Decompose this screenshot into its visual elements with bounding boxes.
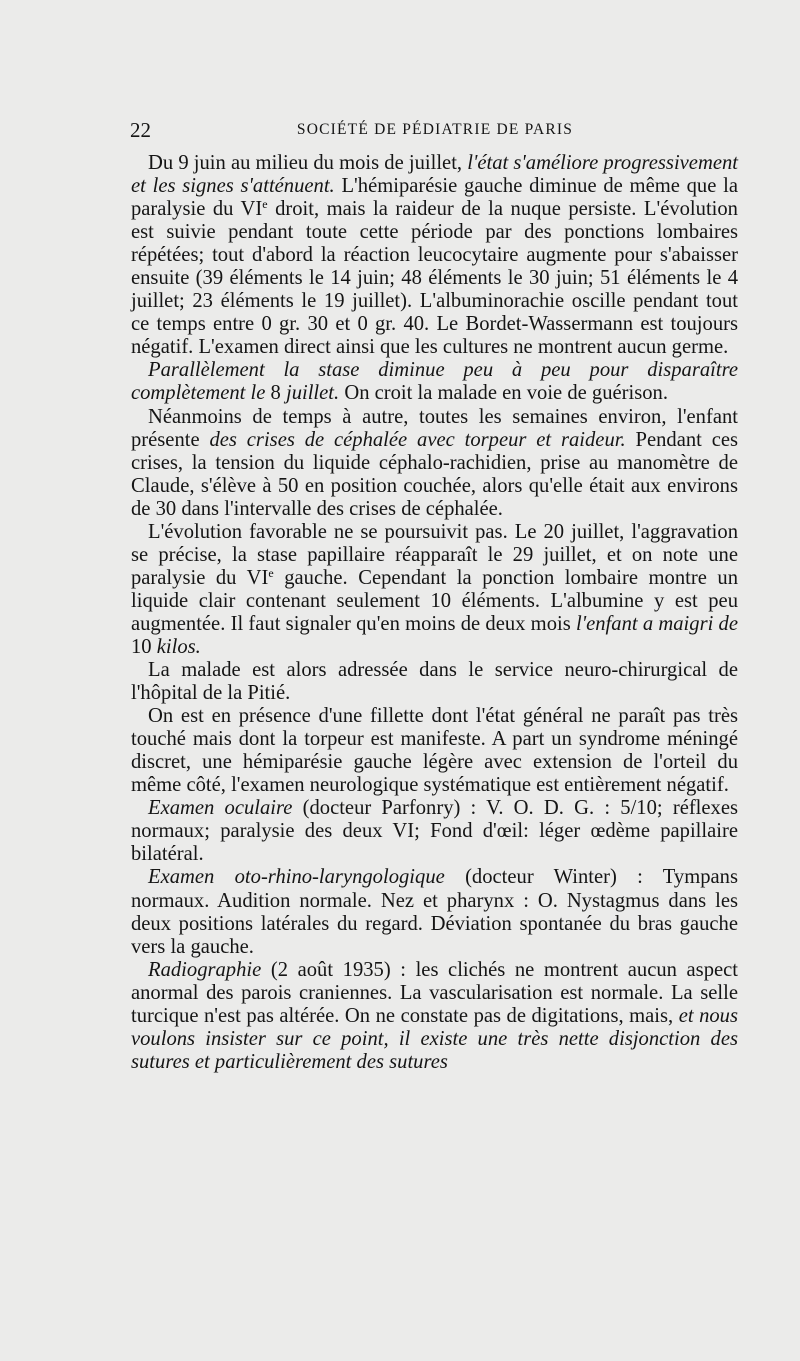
- paragraph-stase: Parallèlement la stase diminue peu à peu pour disparaître complètement le 8 juillet. On croit la malade en voie de guérison.: [131, 359, 738, 405]
- paragraph-radiographie: Radiographie (2 août 1935) : les clichés ne montrent aucun aspect anormal des parois craniennes. La vascularisation est normale. La selle turcique n'est pas altérée. On ne constate pas de digitations, mais, et nous voulons insister sur ce point, il existe une très nette disjonction des sutures et particulièrement des sutures: [131, 958, 738, 1073]
- paragraph-pitie: La malade est alors adressée dans le service neuro-chirurgical de l'hôpital de la Pitié.: [131, 659, 738, 705]
- paragraph-examen-orl: Examen oto-rhino-laryngologique (docteur Winter) : Tympans normaux. Audition normale. Nez et pharynx : O. Nystagmus dans les deux positions latérales du regard. Déviation spontanée du bras gauche vers la gauche.: [131, 866, 738, 958]
- paragraph-presence: On est en présence d'une fillette dont l'état général ne paraît pas très touché mais dont la torpeur est manifeste. A part un syndrome méningé discret, une hémiparésie gauche légère avec extension de l'orteil du même côté, l'examen neurologique systématique est entièrement négatif.: [131, 705, 738, 797]
- page-header: [130, 118, 740, 148]
- paragraph-examen-oculaire: Examen oculaire (docteur Parfonry) : V. O. D. G. : 5/10; réflexes normaux; paralysie des deux VI; Fond d'œil: léger œdème papillaire bilatéral.: [131, 797, 738, 866]
- paragraph-evolution: Du 9 juin au milieu du mois de juillet, l'état s'améliore progressivement et les signes s'atténuent. L'hémiparésie gauche diminue de même que la paralysie du VIe droit, mais la raideur de la nuque persiste. L'évolution est suivie pendant toute cette période par des ponctions lombaires répétées; tout d'abord la réaction leucocytaire augmente pour s'abaisser ensuite (39 éléments le 14 juin; 48 éléments le 30 juin; 51 éléments le 4 juillet; 23 éléments le 19 juillet). L'albuminorachie oscille pendant tout ce temps entre 0 gr. 30 et 0 gr. 40. Le Bordet-Wassermann est toujours négatif. L'examen direct ainsi que les cultures ne montrent aucun germe.: [131, 152, 738, 359]
- paragraph-aggravation: L'évolution favorable ne se poursuivit pas. Le 20 juillet, l'aggravation se précise, la stase papillaire réapparaît le 29 juillet, et on note une paralysie du VIe gauche. Cependant la ponction lombaire montre un liquide clair contenant seulement 10 éléments. L'albumine y est peu augmentée. Il faut signaler qu'en moins de deux mois l'enfant a maigri de 10 kilos.: [131, 520, 738, 658]
- page-number: 22: [130, 118, 151, 142]
- body-text: [131, 152, 738, 1074]
- running-title: SOCIÉTÉ DE PÉDIATRIE DE PARIS: [296, 121, 574, 138]
- paragraph-crises: Néanmoins de temps à autre, toutes les semaines environ, l'enfant présente des crises de céphalée avec torpeur et raideur. Pendant ces crises, la tension du liquide céphalo-rachidien, prise au manomètre de Claude, s'élève à 50 en position couchée, alors qu'elle était aux environs de 30 dans l'intervalle des crises de céphalée.: [131, 405, 739, 520]
